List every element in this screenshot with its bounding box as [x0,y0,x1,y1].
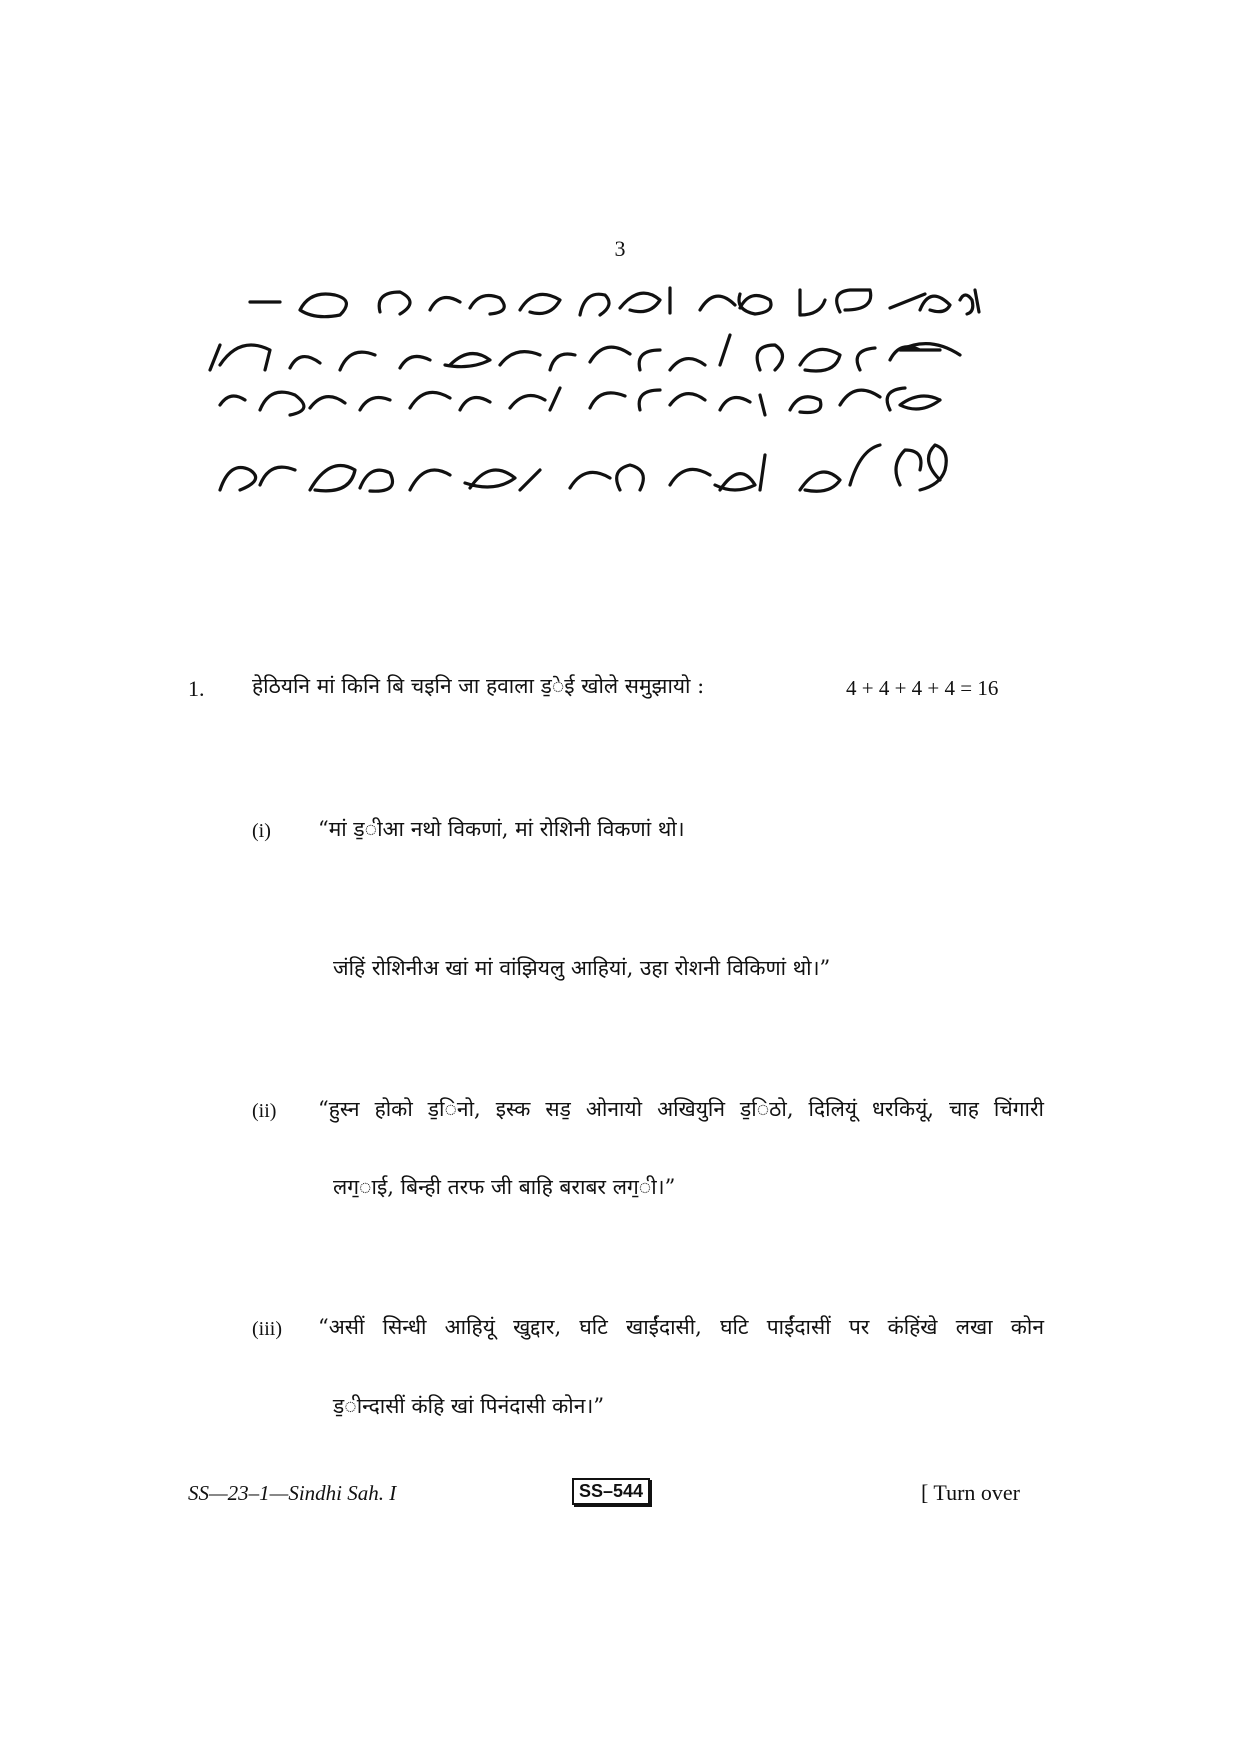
handwriting-drawing [200,270,1080,580]
turn-over-note: [ Turn over [921,1480,1021,1505]
item-label: (i) [252,820,271,842]
item-line: “हुस्न होको ड̱िनो, इस्क सड̱ ओनायो अखियुनि ड̱िठो, दिलियूं धरकियूं, चाह चिंगारी [318,1097,1044,1121]
item-label: (iii) [252,1318,282,1340]
item-line: जंहिं रोशिनीअ खां मां वांझियलु आहियां, उहा रोशनी विकिणां थो।” [333,956,831,980]
page-number: 3 [614,236,626,261]
item-line: लग̱ाई, बिन्ही तरफ जी बाहि बराबर लग̱ी।” [333,1175,676,1199]
question-marks: 4 + 4 + 4 + 4 = 16 [846,676,999,700]
handwritten-sindhi-script [200,270,1080,580]
item-line: “मां ड̱ीआ नथो विकणां, मां रोशिनी विकणां थो। [318,817,685,841]
question-text: हेठियनि मां किनि बि चइनि जा हवाला ड̱ेई खोले समुझायो : [252,674,705,698]
question-number: 1. [188,676,205,701]
item-line: “असीं सिन्धी आहियूं खुद्दार, घटि खाईंदासी, घटि पाईंदासीं पर कंहिंखे लखा कोन [318,1315,1044,1339]
item-label: (ii) [252,1100,277,1122]
footer-series-code: SS–544 [572,1478,650,1505]
footer-paper-code: SS—23–1—Sindhi Sah. I [188,1481,397,1505]
item-line: ड̱ीन्दासीं कंहि खां पिनंदासी कोन।” [333,1394,605,1418]
